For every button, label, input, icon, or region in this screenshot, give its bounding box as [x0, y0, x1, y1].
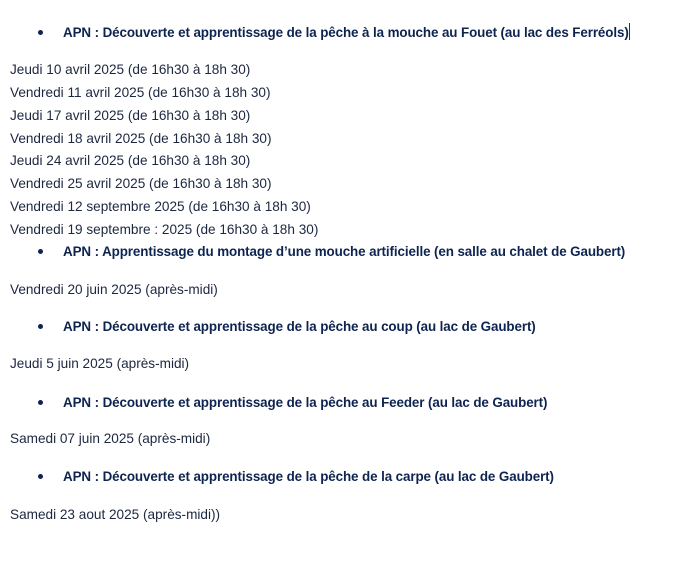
date-line: Samedi 07 juin 2025 (après-midi)	[10, 431, 211, 446]
date-line: Jeudi 17 avril 2025 (de 16h30 à 18h 30)	[10, 108, 251, 123]
section-heading-text: APN : Apprentissage du montage d’une mouche artificielle (en salle au chalet de Gaubert)	[63, 244, 626, 259]
date-line: Vendredi 19 septembre : 2025 (de 16h30 à 18h 30)	[10, 222, 319, 237]
bullet-icon	[38, 30, 43, 35]
date-line: Vendredi 25 avril 2025 (de 16h30 à 18h 30)	[10, 176, 272, 191]
text-cursor	[629, 23, 630, 40]
date-line: Jeudi 5 juin 2025 (après-midi)	[10, 356, 190, 371]
section-heading-text: APN : Découverte et apprentissage de la pêche au coup (au lac de Gaubert)	[63, 319, 536, 334]
date-line: Vendredi 12 septembre 2025 (de 16h30 à 18h 30)	[10, 199, 311, 214]
date-line: Vendredi 11 avril 2025 (de 16h30 à 18h 30)	[10, 85, 271, 100]
bullet-icon	[38, 324, 43, 329]
date-line: Samedi 23 aout 2025 (après-midi))	[10, 507, 221, 522]
section-heading-text: APN : Découverte et apprentissage de la pêche de la carpe (au lac de Gaubert)	[63, 469, 554, 484]
date-line: Jeudi 24 avril 2025 (de 16h30 à 18h 30)	[10, 153, 251, 168]
bullet-icon	[38, 474, 43, 479]
date-line: Vendredi 20 juin 2025 (après-midi)	[10, 282, 218, 297]
bullet-icon	[38, 400, 43, 405]
bullet-icon	[38, 249, 43, 254]
section-heading-text: APN : Découverte et apprentissage de la pêche au Feeder (au lac de Gaubert)	[63, 395, 548, 410]
date-line: Vendredi 18 avril 2025 (de 16h30 à 18h 30)	[10, 131, 272, 146]
date-line: Jeudi 10 avril 2025 (de 16h30 à 18h 30)	[10, 62, 251, 77]
section-heading-text: APN : Découverte et apprentissage de la pêche à la mouche au Fouet (au lac des Ferréols)	[63, 25, 629, 40]
